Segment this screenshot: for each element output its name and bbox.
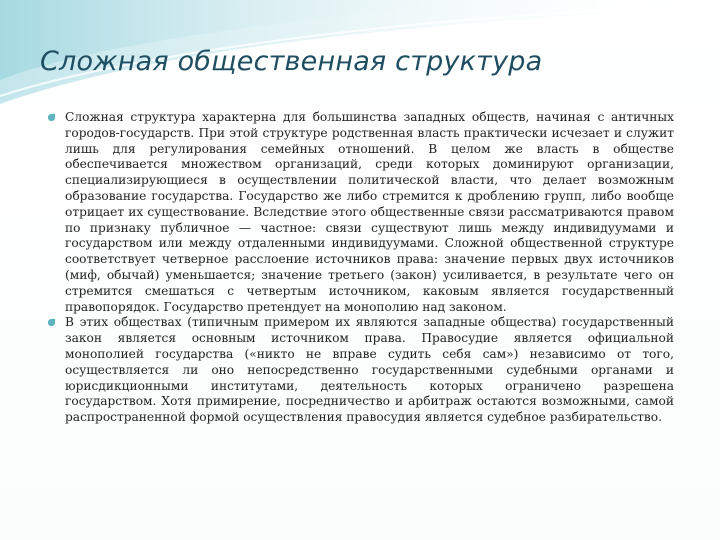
teardrop-bullet-icon <box>47 318 56 327</box>
bullet-item <box>46 110 674 315</box>
slide-content <box>46 110 674 426</box>
slide-title: Сложная общественная структура <box>40 46 543 77</box>
bullet-item <box>46 315 674 426</box>
bullet-list <box>46 110 674 426</box>
bullet-text: В этих обществах (типичным примером их являются западные общества) государственный закон является основным источником права. Правосудие является официальной монополией государства («никто не вправе судить себя сам») независимо от того, осуществляется ли оно непосредственно государственными судебными органами и юрисдикционными институтами, деятельность которых ограничено разрешена государством. Хотя примирение, посредничество и арбитраж остаются возможными, самой распространенной формой осуществления правосудия является судебное разбирательство. <box>65 315 674 425</box>
bullet-text: Сложная структура характерна для большинства западных обществ, начиная с античных городов-государств. При этой структуре родственная власть практически исчезает и служит лишь для регулирования семейных отношений. В целом же власть в обществе обеспечивается множеством организаций, среди которых доминируют организации, специализирующиеся в осуществлении политической власти, что делает возможным образование государства. Государство же либо стремится к дроблению групп, либо вообще отрицает их существование. Вследствие этого общественные связи рассматриваются правом по признаку публичное — частное: связи существуют лишь между индивидуумами и государством или между отдаленными индивидуумами. Сложной общественной структуре соответствует четверное расслоение источников права: значение первых двух источников (миф, обычай) уменьшается; значение третьего (закон) усиливается, в результате чего он стремится смешаться с четвертым источником, каковым является государственный правопорядок. Государство претендует на монополию над законом. <box>65 110 674 314</box>
teardrop-bullet-icon <box>47 113 56 122</box>
